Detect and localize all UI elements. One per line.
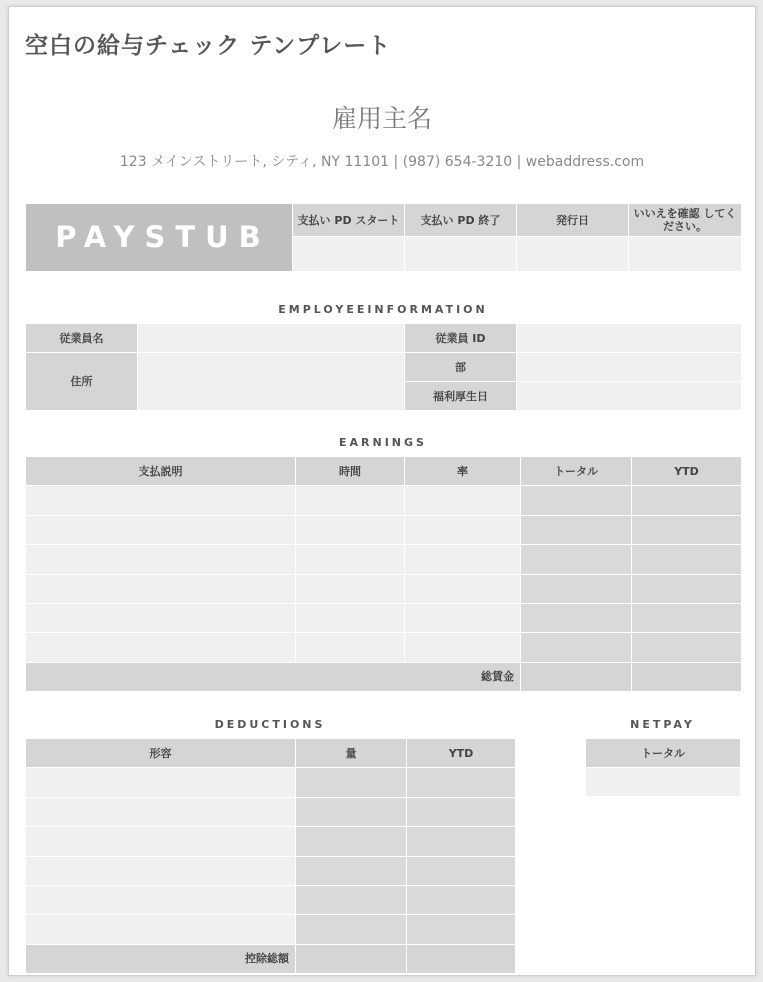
earnings-row xyxy=(26,545,742,574)
earnings-ytd-cell[interactable] xyxy=(632,515,742,544)
earnings-description-cell[interactable] xyxy=(26,545,296,574)
earnings-header-ytd: YTD xyxy=(632,457,742,486)
netpay-table xyxy=(585,738,741,797)
earnings-total-cell[interactable] xyxy=(521,633,632,662)
deduction-description-cell[interactable] xyxy=(26,885,296,914)
deductions-row xyxy=(26,827,516,856)
deduction-ytd-cell[interactable] xyxy=(407,827,516,856)
earnings-rate-cell[interactable] xyxy=(405,486,521,515)
earnings-total-cell[interactable] xyxy=(521,515,632,544)
earnings-hours-cell[interactable] xyxy=(296,486,405,515)
earnings-ytd-cell[interactable] xyxy=(632,633,742,662)
total-deductions-label: 控除総額 xyxy=(26,944,296,973)
earnings-section-title: EARNINGS xyxy=(339,436,427,449)
earnings-ytd-cell[interactable] xyxy=(632,486,742,515)
earnings-description-cell[interactable] xyxy=(26,515,296,544)
deduction-amount-cell[interactable] xyxy=(296,827,407,856)
earnings-total-cell[interactable] xyxy=(521,574,632,603)
earnings-header-hours: 時間 xyxy=(296,457,405,486)
earnings-total-cell[interactable] xyxy=(521,603,632,632)
netpay-header-total: トータル xyxy=(586,739,741,768)
netpay-section-title: NETPAY xyxy=(630,718,695,731)
deduction-amount-cell[interactable] xyxy=(296,797,407,826)
earnings-total-cell[interactable] xyxy=(521,545,632,574)
earnings-hours-cell[interactable] xyxy=(296,603,405,632)
earnings-total-cell[interactable] xyxy=(521,486,632,515)
check-number-header: いいえを確認 してください。 xyxy=(629,204,742,237)
deductions-header-description: 形容 xyxy=(26,739,296,768)
issue-date-field[interactable] xyxy=(517,237,629,272)
earnings-hours-cell[interactable] xyxy=(296,574,405,603)
deduction-ytd-cell[interactable] xyxy=(407,797,516,826)
total-deductions-amount[interactable] xyxy=(296,944,407,973)
gross-pay-ytd[interactable] xyxy=(632,662,742,691)
earnings-rate-cell[interactable] xyxy=(405,515,521,544)
pay-period-start-field[interactable] xyxy=(293,237,405,272)
pay-period-end-field[interactable] xyxy=(405,237,517,272)
deductions-row xyxy=(26,856,516,885)
earnings-header-description: 支払説明 xyxy=(26,457,296,486)
earnings-rate-cell[interactable] xyxy=(405,574,521,603)
deduction-ytd-cell[interactable] xyxy=(407,885,516,914)
issue-date-header: 発行日 xyxy=(517,204,629,237)
earnings-rate-cell[interactable] xyxy=(405,633,521,662)
employee-name-label: 従業員名 xyxy=(26,324,138,353)
earnings-header-rate: 率 xyxy=(405,457,521,486)
earnings-table xyxy=(25,456,742,692)
employee-info-table xyxy=(25,323,742,411)
deduction-description-cell[interactable] xyxy=(26,915,296,944)
document-title: 空白の給与チェック テンプレート xyxy=(25,33,392,59)
earnings-hours-cell[interactable] xyxy=(296,633,405,662)
total-deductions-ytd[interactable] xyxy=(407,944,516,973)
pay-period-start-header: 支払い PD スタート xyxy=(293,204,405,237)
earnings-row xyxy=(26,603,742,632)
deduction-amount-cell[interactable] xyxy=(296,885,407,914)
employee-address-field[interactable] xyxy=(138,353,405,411)
department-label: 部 xyxy=(405,353,517,382)
earnings-description-cell[interactable] xyxy=(26,486,296,515)
deductions-header-ytd: YTD xyxy=(407,739,516,768)
employee-id-field[interactable] xyxy=(517,324,742,353)
deduction-amount-cell[interactable] xyxy=(296,856,407,885)
deduction-description-cell[interactable] xyxy=(26,856,296,885)
deductions-table xyxy=(25,738,516,974)
earnings-rate-cell[interactable] xyxy=(405,545,521,574)
gross-pay-label: 総賃金 xyxy=(26,662,521,691)
deductions-section-title: DEDUCTIONS xyxy=(214,718,326,731)
check-number-field[interactable] xyxy=(629,237,742,272)
department-field[interactable] xyxy=(517,353,742,382)
employee-id-label: 従業員 ID xyxy=(405,324,517,353)
earnings-ytd-cell[interactable] xyxy=(632,574,742,603)
benefit-date-field[interactable] xyxy=(517,382,742,411)
deduction-ytd-cell[interactable] xyxy=(407,915,516,944)
earnings-ytd-cell[interactable] xyxy=(632,545,742,574)
earnings-row xyxy=(26,515,742,544)
employer-name: 雇用主名 xyxy=(331,104,432,133)
employer-address: 123 メインストリート, シティ, NY 11101 | (987) 654-3210 | webaddress.com xyxy=(119,154,645,170)
earnings-row xyxy=(26,486,742,515)
employee-address-label: 住所 xyxy=(26,353,138,411)
deductions-row xyxy=(26,768,516,797)
earnings-description-cell[interactable] xyxy=(26,574,296,603)
deductions-row xyxy=(26,797,516,826)
deductions-header-amount: 量 xyxy=(296,739,407,768)
netpay-total-field[interactable] xyxy=(586,768,741,797)
earnings-row xyxy=(26,574,742,603)
benefit-date-label: 福利厚生日 xyxy=(405,382,517,411)
deduction-description-cell[interactable] xyxy=(26,768,296,797)
paystub-header-table xyxy=(25,203,742,272)
earnings-description-cell[interactable] xyxy=(26,603,296,632)
deduction-amount-cell[interactable] xyxy=(296,768,407,797)
earnings-description-cell[interactable] xyxy=(26,633,296,662)
deduction-description-cell[interactable] xyxy=(26,797,296,826)
earnings-hours-cell[interactable] xyxy=(296,545,405,574)
deduction-ytd-cell[interactable] xyxy=(407,768,516,797)
deductions-row xyxy=(26,885,516,914)
earnings-rate-cell[interactable] xyxy=(405,603,521,632)
deductions-row xyxy=(26,915,516,944)
earnings-ytd-cell[interactable] xyxy=(632,603,742,632)
gross-pay-row xyxy=(26,662,742,691)
employee-name-field[interactable] xyxy=(138,324,405,353)
employee-info-section-title: EMPLOYEEINFORMATION xyxy=(278,303,488,316)
deductions-total-row xyxy=(26,944,516,973)
paystub-page xyxy=(8,6,756,976)
deduction-description-cell[interactable] xyxy=(26,827,296,856)
deduction-amount-cell[interactable] xyxy=(296,915,407,944)
deduction-ytd-cell[interactable] xyxy=(407,856,516,885)
paystub-banner: PAYSTUB xyxy=(26,204,293,272)
gross-pay-total[interactable] xyxy=(521,662,632,691)
earnings-hours-cell[interactable] xyxy=(296,515,405,544)
earnings-header-total: トータル xyxy=(521,457,632,486)
earnings-row xyxy=(26,633,742,662)
pay-period-end-header: 支払い PD 終了 xyxy=(405,204,517,237)
